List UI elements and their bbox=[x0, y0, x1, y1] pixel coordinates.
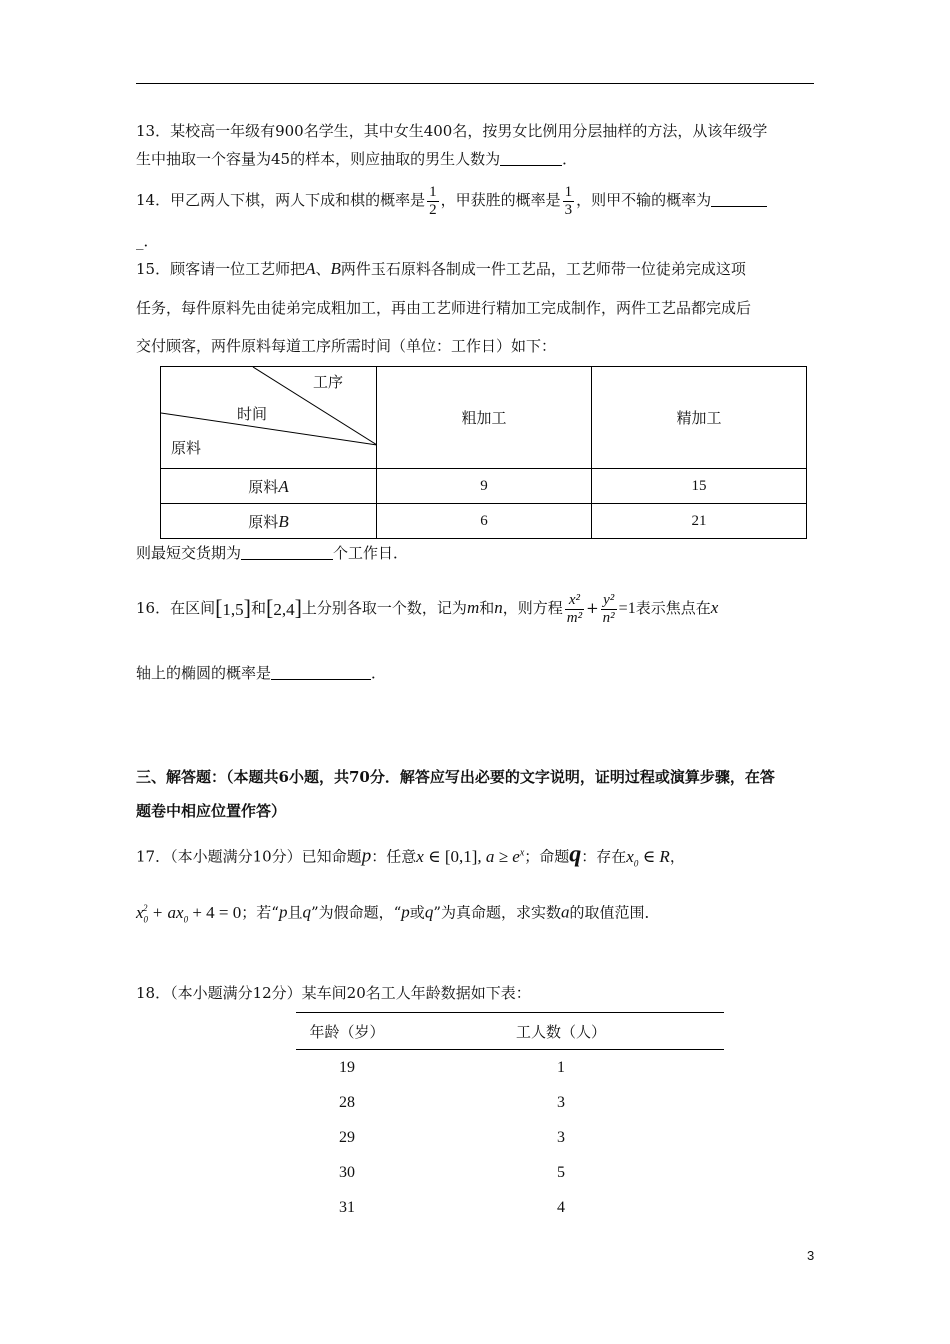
q16-frac-y bbox=[601, 592, 617, 627]
table-row bbox=[161, 469, 807, 504]
diag-label-material: 原料 bbox=[171, 439, 202, 457]
cell-rough-a: 9 bbox=[377, 469, 592, 504]
q16-end: ． bbox=[371, 664, 387, 682]
table-row bbox=[296, 1120, 724, 1155]
count-cell: 3 bbox=[557, 1128, 565, 1146]
count-cell: 4 bbox=[557, 1198, 565, 1216]
cell-rough-b: 6 bbox=[377, 504, 592, 539]
q16-text-e: ，则方程 bbox=[502, 599, 563, 617]
page-number: 3 bbox=[807, 1248, 815, 1263]
q17-var-p2: p bbox=[278, 902, 288, 922]
q18-line1: 18．（本小题满分12分）某车间20名工人年龄数据如下表： bbox=[136, 984, 531, 1002]
q15-line2: 任务，每件原料先由徒弟完成粗加工，再由工艺师进行精加工完成制作，两件工艺品都完成后 bbox=[136, 299, 752, 317]
q17-text-g: 且 bbox=[287, 903, 303, 922]
q16-line2 bbox=[136, 662, 386, 684]
q14-end: _． bbox=[136, 232, 159, 250]
diag-label-process: 工序 bbox=[313, 373, 344, 391]
cell-fine-a: 15 bbox=[592, 469, 807, 504]
q17-text-b: ：任意 bbox=[371, 847, 417, 866]
age-cell: 29 bbox=[339, 1128, 355, 1146]
q13-text2: 生中抽取一个容量为45的样本，则应抽取的男生人数为 bbox=[136, 150, 501, 168]
q15-blank[interactable] bbox=[241, 545, 333, 560]
q17-condition-p: x ∈ [0,1], $a \ge e^x$ bbox=[416, 846, 525, 866]
q16-frac-x-den: m² bbox=[566, 609, 583, 626]
q17-var-q3: q bbox=[424, 902, 434, 922]
q16-var-x: x bbox=[710, 598, 719, 617]
q14-text-a: 14．甲乙两人下棋，两人下成和棋的概率是 bbox=[136, 191, 426, 209]
q17-text-h: ”为假命题，“ bbox=[310, 903, 402, 922]
q15-text-a: 15．顾客请一位工艺师把 bbox=[136, 260, 306, 278]
table-row bbox=[296, 1190, 724, 1225]
q16-frac-x-num: x² bbox=[565, 592, 584, 610]
q17-text-c: ；命题 bbox=[524, 847, 570, 866]
q14-f2-den: 3 bbox=[564, 201, 573, 218]
row-label-text: 原料 bbox=[248, 512, 279, 531]
q16-var-m: m bbox=[466, 598, 480, 617]
table-row bbox=[161, 504, 807, 539]
q15-var-b: B bbox=[330, 259, 341, 278]
age-cell: 28 bbox=[339, 1093, 355, 1111]
q16-frac-y-den: n² bbox=[602, 609, 615, 626]
q15-var-a: A bbox=[305, 259, 316, 278]
age-col-header: 年龄（岁） bbox=[296, 1013, 398, 1050]
q15-after-a: 则最短交货期为 bbox=[136, 544, 242, 562]
q14-f1-den: 2 bbox=[429, 201, 437, 218]
q16-text-b: 和 bbox=[251, 599, 267, 617]
age-cell: 19 bbox=[339, 1058, 355, 1076]
q16-eq-rhs: =1 bbox=[618, 600, 636, 617]
q16-line2-text: 轴上的椭圆的概率是 bbox=[136, 664, 272, 682]
q16-interval-1: [1,5] bbox=[215, 595, 251, 620]
q17-var-q2: q bbox=[302, 902, 311, 922]
q17-var-p: p bbox=[361, 845, 372, 867]
q14-fraction-2 bbox=[563, 184, 575, 219]
q15-after-b: 个工作日． bbox=[333, 544, 409, 562]
q16-interval-2-text: 2,4 bbox=[273, 600, 295, 619]
age-cell: 30 bbox=[339, 1163, 355, 1181]
q16-text-d: 和 bbox=[479, 599, 495, 617]
q14-f2-num: 1 bbox=[564, 183, 573, 200]
age-table bbox=[296, 1012, 724, 1225]
q15-answer-line bbox=[136, 542, 408, 564]
count-cell: 1 bbox=[557, 1058, 565, 1076]
age-cell: 31 bbox=[339, 1198, 355, 1216]
section3-heading-line2: 题卷中相应位置作答） bbox=[136, 802, 287, 820]
q17-text-i: 或 bbox=[409, 903, 425, 922]
q17-line2: $x_0^2 + ax_0 + 4 = 0$；若“p且q”为假命题，“p或q”为真命题，求实数a的取值范围． bbox=[136, 902, 660, 925]
diag-label-time: 时间 bbox=[237, 405, 268, 423]
q15-sep: 、 bbox=[315, 260, 331, 278]
q17-text-a: 17．（本小题满分10分）已知命题 bbox=[136, 847, 362, 866]
q16-blank[interactable] bbox=[271, 665, 371, 680]
q13-line2 bbox=[136, 148, 577, 170]
count-cell: 5 bbox=[557, 1163, 565, 1181]
q14-f1-num: 1 bbox=[429, 183, 437, 200]
count-cell: 3 bbox=[557, 1093, 565, 1111]
q15-text-b: 两件玉石原料各制成一件工艺品，工艺师带一位徒弟完成这项 bbox=[340, 260, 746, 278]
q17-var-q: q bbox=[569, 841, 582, 868]
q16-text-c: 上分别各取一个数，记为 bbox=[301, 599, 467, 617]
col-header-rough: 粗加工 bbox=[377, 367, 592, 469]
col-header-fine: 精加工 bbox=[592, 367, 807, 469]
table-row bbox=[296, 1050, 724, 1086]
q13-blank[interactable] bbox=[500, 151, 562, 166]
q17-text-e: ， bbox=[669, 847, 685, 866]
count-col-header: 工人数（人） bbox=[398, 1013, 724, 1050]
q17-var-p3: p bbox=[401, 902, 410, 922]
q17-equation: $x_0^2 + ax_0 + 4 = 0$ bbox=[136, 902, 242, 925]
section3-heading-line1: 三、解答题：（本题共6小题，共70分．解答应写出必要的文字说明，证明过程或演算步骤，在答 bbox=[136, 768, 775, 786]
q14-line bbox=[136, 178, 767, 222]
diagonal-header-cell bbox=[161, 367, 377, 469]
q17-text-d: ：存在 bbox=[581, 847, 627, 866]
row-label-var: A bbox=[278, 476, 289, 496]
q14-text-b: ，甲获胜的概率是 bbox=[440, 191, 561, 209]
header-rule bbox=[136, 83, 814, 84]
q14-text-c: ，则甲不输的概率为 bbox=[576, 191, 712, 209]
q14-fraction-1 bbox=[427, 184, 439, 219]
q17-condition-q: $x_0$ ∈ R bbox=[626, 846, 670, 869]
row-label bbox=[161, 469, 377, 504]
q16-text-a: 16．在区间 bbox=[136, 599, 216, 617]
q16-frac-y-num: y² bbox=[601, 592, 617, 610]
row-label-text: 原料 bbox=[248, 477, 279, 496]
q16-line1 bbox=[136, 588, 718, 630]
table-row bbox=[296, 1085, 724, 1120]
q16-interval-2: [2,4] bbox=[266, 595, 302, 620]
q16-frac-x bbox=[565, 592, 584, 627]
q13-end: ． bbox=[562, 150, 578, 168]
q17-text-f: ；若“ bbox=[241, 903, 279, 922]
q17-text-j: ”为真命题，求实数 bbox=[433, 903, 561, 922]
q15-line3: 交付顾客，两件原料每道工序所需时间（单位：工作日）如下： bbox=[136, 337, 557, 355]
q14-blank[interactable] bbox=[711, 192, 767, 207]
table-row bbox=[296, 1155, 724, 1190]
row-label bbox=[161, 504, 377, 539]
q16-var-n: n bbox=[494, 598, 503, 617]
q17-line1 bbox=[136, 838, 685, 878]
q16-text-f: 表示焦点在 bbox=[635, 599, 711, 617]
q16-plus: + bbox=[586, 599, 599, 617]
q16-interval-1-text: 1,5 bbox=[222, 600, 244, 619]
q15-line1 bbox=[136, 258, 746, 280]
row-label-var: B bbox=[278, 511, 289, 531]
process-time-table bbox=[160, 366, 806, 538]
cell-fine-b: 21 bbox=[592, 504, 807, 539]
q17-text-k: 的取值范围． bbox=[569, 903, 660, 922]
q13-line1: 13．某校高一年级有900名学生，其中女生400名，按男女比例用分层抽样的方法，从该年级学 bbox=[136, 122, 768, 140]
